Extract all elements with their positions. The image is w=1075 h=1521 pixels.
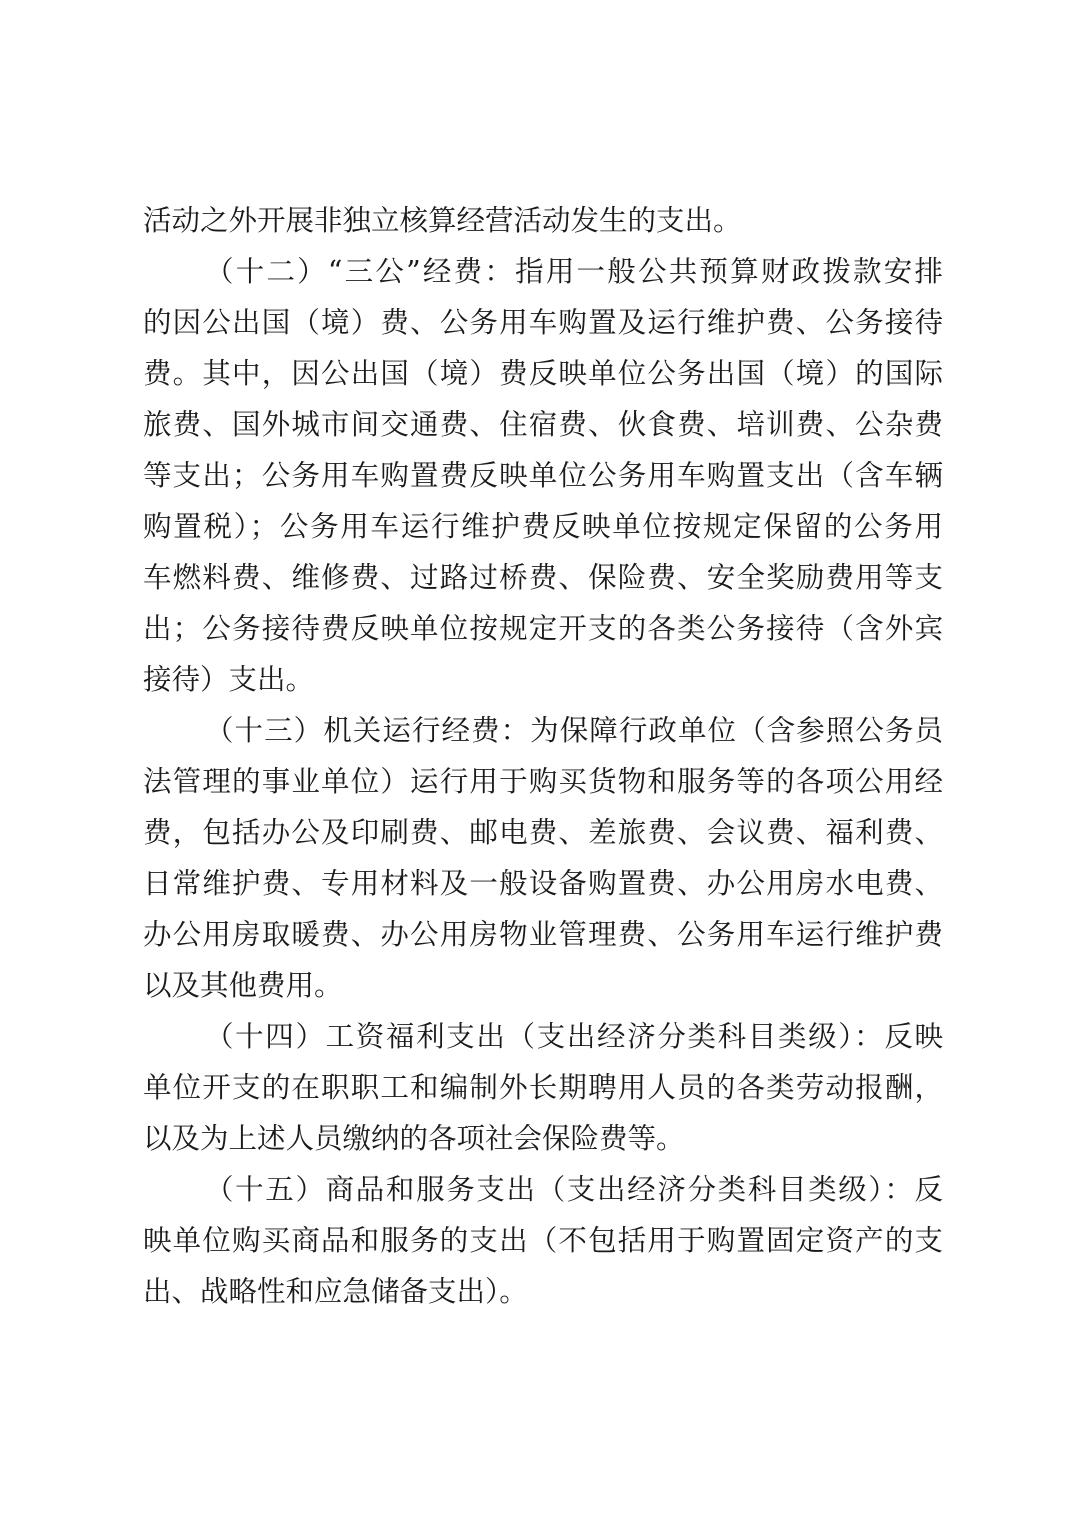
text-line: 旅费、国外城市间交通费、住宿费、伙食费、培训费、公杂费 bbox=[143, 408, 943, 441]
text-line: 映单位购买商品和服务的支出（不包括用于购置固定资产的支 bbox=[143, 1224, 943, 1257]
text-line: 单位开支的在职职工和编制外长期聘用人员的各类劳动报酬， bbox=[143, 1071, 943, 1104]
text-line: 法管理的事业单位）运行用于购买货物和服务等的各项公用经 bbox=[143, 765, 943, 798]
text-line: 费，包括办公及印刷费、邮电费、差旅费、会议费、福利费、 bbox=[143, 816, 943, 849]
text-line: 办公用房取暖费、办公用房物业管理费、公务用车运行维护费 bbox=[143, 918, 943, 951]
text-line: 购置税）；公务用车运行维护费反映单位按规定保留的公务用 bbox=[143, 510, 943, 543]
text-line: 费。其中，因公出国（境）费反映单位公务出国（境）的国际 bbox=[143, 357, 943, 390]
section-13-heading-line: （十三）机关运行经费：为保障行政单位（含参照公务员 bbox=[205, 714, 943, 747]
text-line: 日常维护费、专用材料及一般设备购置费、办公用房水电费、 bbox=[143, 867, 943, 900]
section-12-heading-line: （十二）“三公”经费：指用一般公共预算财政拨款安排 bbox=[205, 255, 943, 288]
text-line: 以及为上述人员缴纳的各项社会保险费等。 bbox=[143, 1122, 685, 1155]
text-line: 活动之外开展非独立核算经营活动发生的支出。 bbox=[143, 204, 742, 237]
section-15-heading-line: （十五）商品和服务支出（支出经济分类科目类级）：反 bbox=[205, 1173, 943, 1206]
text-line: 以及其他费用。 bbox=[143, 969, 343, 1002]
text-line: 出；公务接待费反映单位按规定开支的各类公务接待（含外宾 bbox=[143, 612, 943, 645]
text-line: 出、战略性和应急储备支出）。 bbox=[143, 1275, 528, 1308]
section-14-heading-line: （十四）工资福利支出（支出经济分类科目类级）：反映 bbox=[205, 1020, 943, 1053]
text-line: 的因公出国（境）费、公务用车购置及运行维护费、公务接待 bbox=[143, 306, 943, 339]
text-line: 车燃料费、维修费、过路过桥费、保险费、安全奖励费用等支 bbox=[143, 561, 943, 594]
text-line: 等支出；公务用车购置费反映单位公务用车购置支出（含车辆 bbox=[143, 459, 943, 492]
text-line: 接待）支出。 bbox=[143, 663, 315, 696]
